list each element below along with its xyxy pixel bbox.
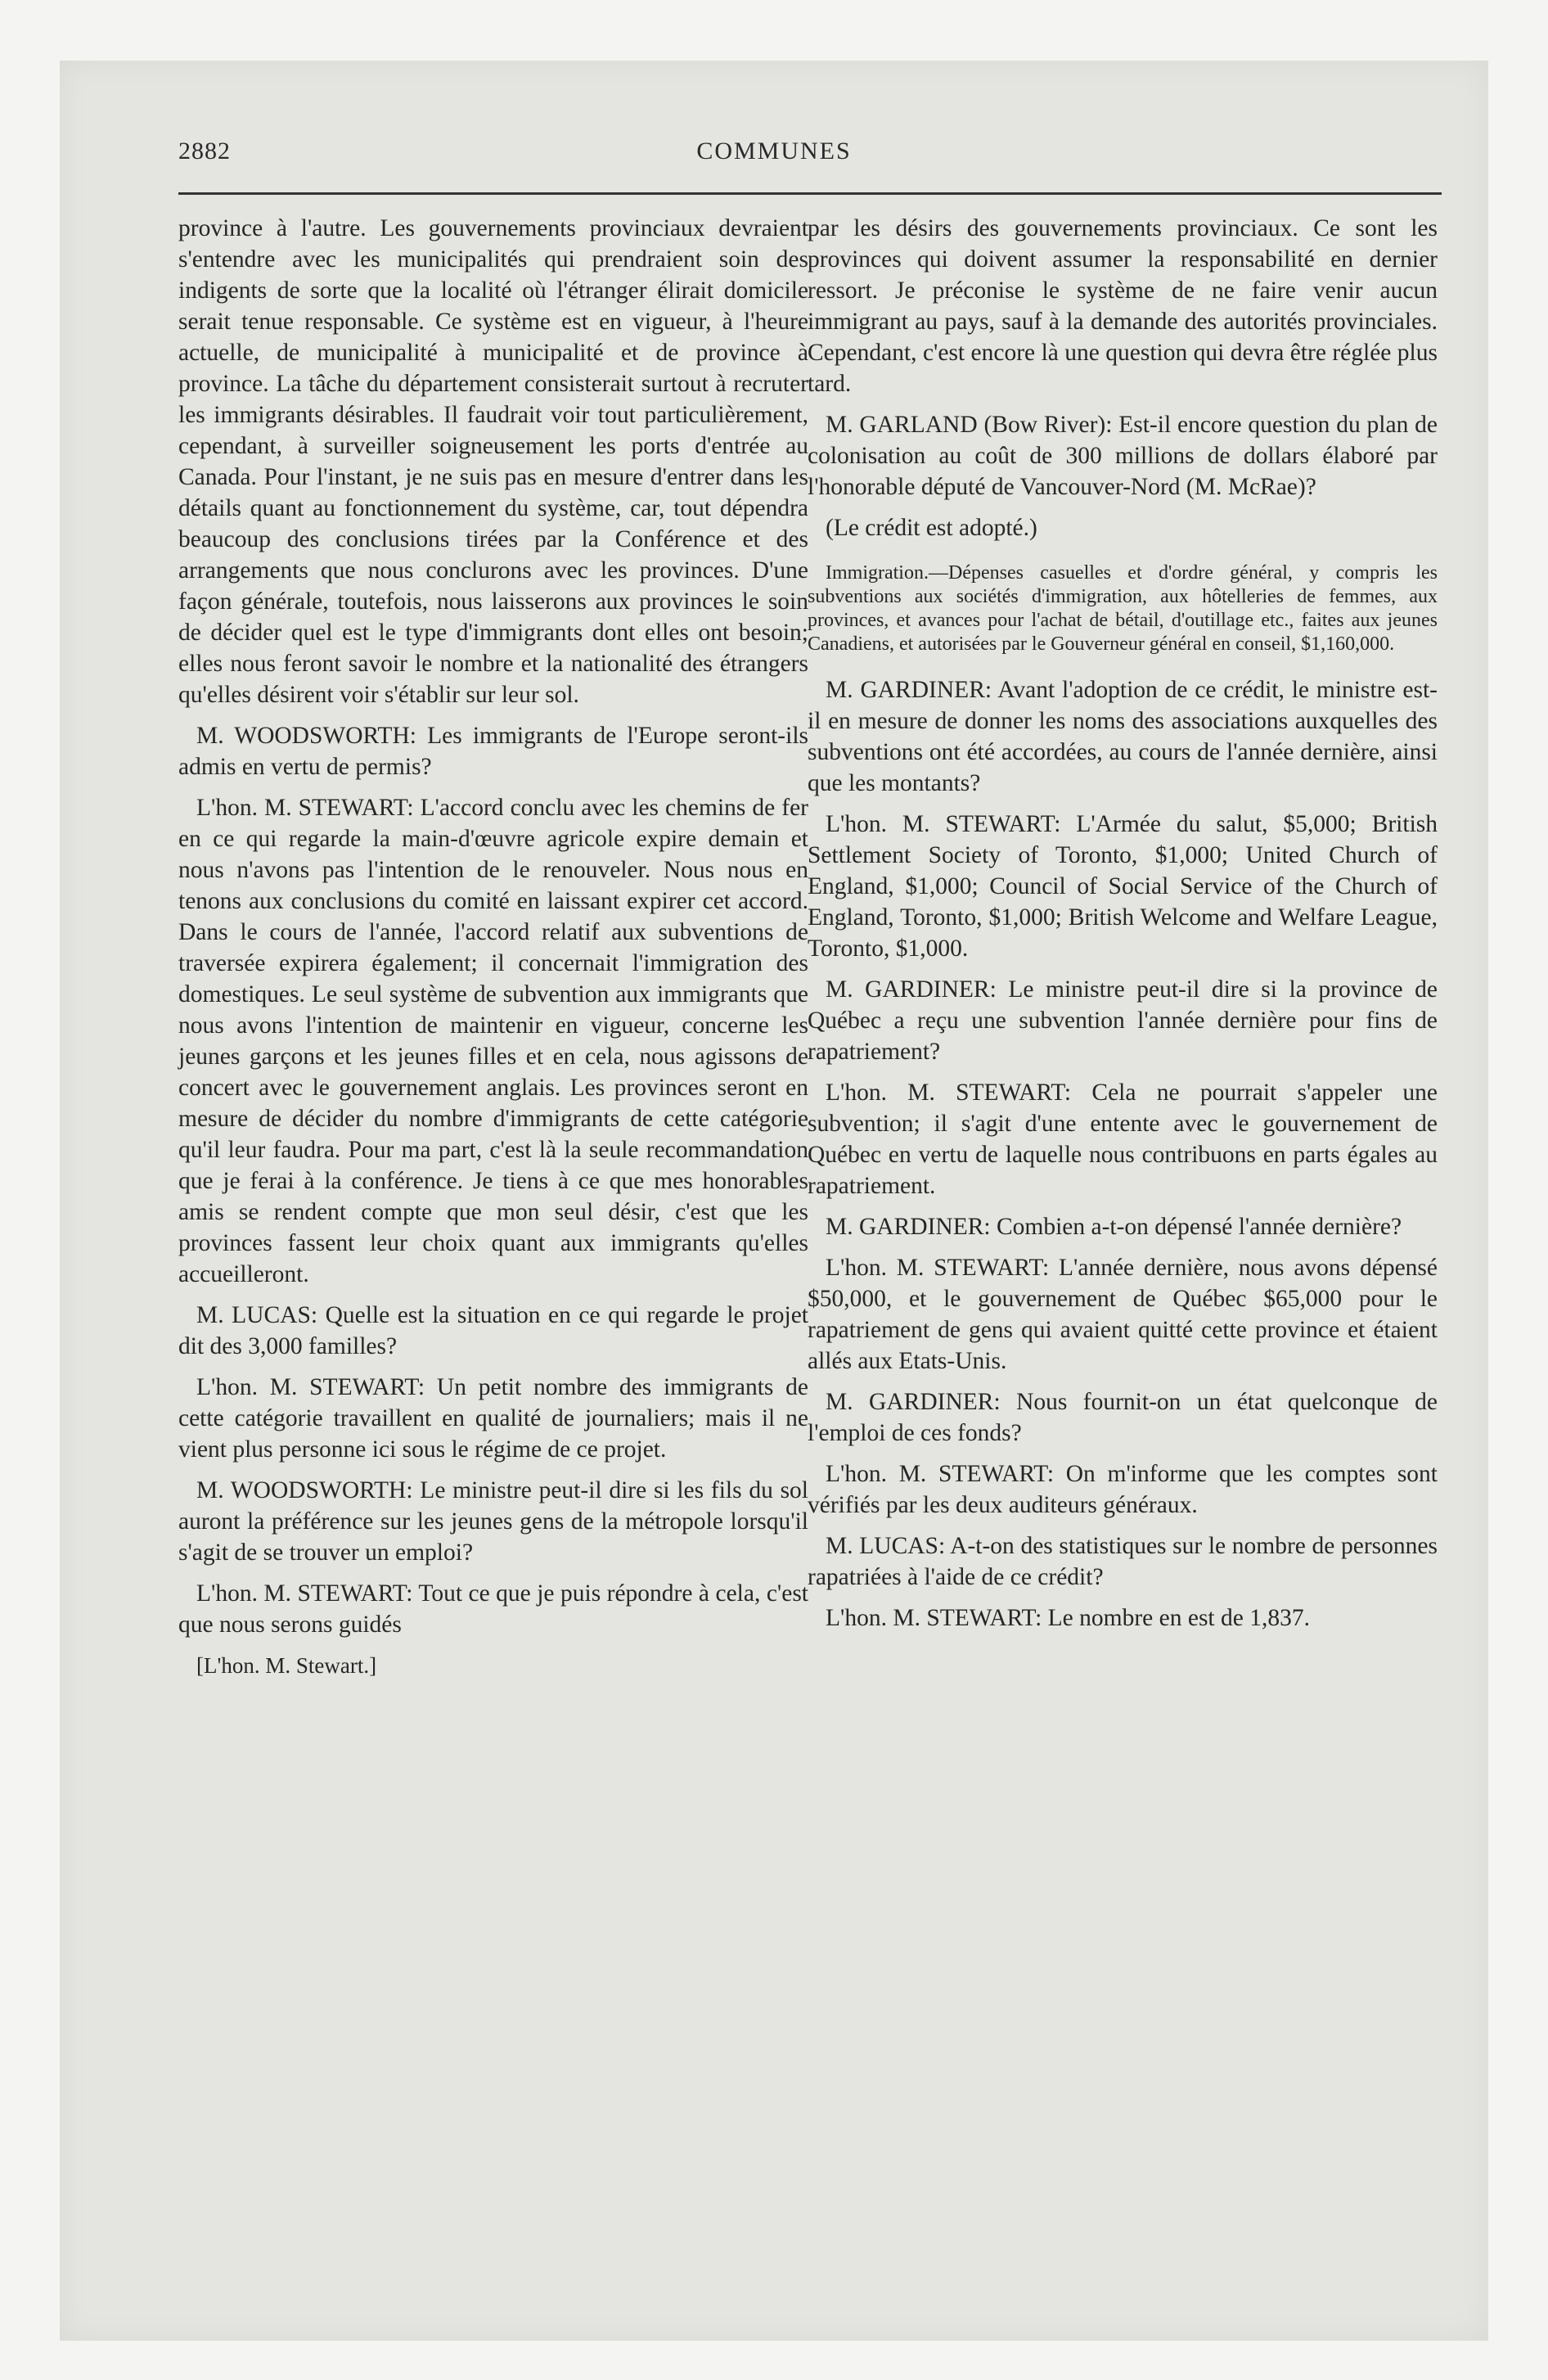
paragraph: L'hon. M. STEWART: Cela ne pourrait s'appeler une subvention; il s'agit d'une entente avec le gouvernement de Québec en vertu de laquelle nous contribuons en parts égales au rapatriement. xyxy=(808,1080,1438,1199)
paragraph: L'hon. M. STEWART: Un petit nombre des immigrants de cette catégorie travaillent en qualité de journaliers; mais il ne vient plus personne ici sous le régime de ce projet. xyxy=(178,1374,808,1463)
vote-item: Immigration.—Dépenses casuelles et d'ordre général, y compris les subventions aux sociétés d'immigration, aux hôtelleries de femmes, aux provinces, et avances pour l'achat de bétail, d'outillage etc., faites aux jeunes Canadiens, et autorisées par le Gouverneur général en conseil, $1,160,000. xyxy=(808,562,1438,655)
paragraph: M. LUCAS: A-t-on des statistiques sur le nombre de personnes rapatriées à l'aide de ce crédit? xyxy=(808,1533,1438,1590)
left-column xyxy=(178,213,808,1691)
paragraph: L'hon. M. STEWART: Tout ce que je puis répondre à cela, c'est que nous serons guidés xyxy=(178,1580,808,1638)
paragraph: M. GARDINER: Le ministre peut-il dire si la province de Québec a reçu une subvention l'année dernière pour fins de rapatriement? xyxy=(808,976,1438,1065)
paragraph: M. GARDINER: Avant l'adoption de ce crédit, le ministre est-il en mesure de donner les noms des associations auxquelles des subventions ont été accordées, au cours de l'année dernière, ainsi que les montants? xyxy=(808,677,1438,796)
paragraph: M. WOODSWORTH: Les immigrants de l'Europe seront-ils admis en vertu de permis? xyxy=(178,723,808,780)
paragraph: L'hon. M. STEWART: L'année dernière, nous avons dépensé $50,000, et le gouvernement de Québec $65,000 pour le rapatriement de gens qui avaient quitté cette province et étaient allés aux Etats-Unis. xyxy=(808,1255,1438,1374)
paragraph: M. GARDINER: Combien a-t-on dépensé l'année dernière? xyxy=(826,1214,1402,1240)
paragraph: L'hon. M. STEWART: L'accord conclu avec les chemins de fer en ce qui regarde la main-d'œuvre agricole expire demain et nous n'avons pas l'intention de le renouveler. Nous nous en tenons aux conclusions du comité en laissant expirer cet accord. Dans le cours de l'année, l'accord relatif aux subventions de traversée expirera également; il concernait l'immigration des domestiques. Le seul système de subvention aux immigrants que nous avons l'intention de maintenir en vigueur, concerne les jeunes garçons et les jeunes filles et en cela, nous agissons de concert avec le gouvernement anglais. Les provinces seront en mesure de décider du nombre d'immigrants de cette catégorie qu'il leur faudra. Pour ma part, c'est là la seule recommandation que je ferai à la conférence. Je tiens à ce que mes honorables amis se rendent compte que mon seul désir, c'est que les provinces fassent leur choix quant aux immigrants qu'elles accueilleront. xyxy=(178,795,808,1287)
paragraph: M. LUCAS: Quelle est la situation en ce qui regarde le projet dit des 3,000 familles? xyxy=(178,1302,808,1359)
running-title: COMMUNES xyxy=(696,137,852,165)
paragraph: L'hon. M. STEWART: Le nombre en est de 1,837. xyxy=(826,1605,1310,1631)
paragraph: M. WOODSWORTH: Le ministre peut-il dire si les fils du sol auront la préférence sur les jeunes gens de la métropole lorsqu'il s'agit de se trouver un emploi? xyxy=(178,1477,808,1566)
page-number: 2882 xyxy=(178,137,231,165)
speaker-signature: [L'hon. M. Stewart.] xyxy=(196,1653,377,1678)
paragraph: M. GARLAND (Bow River): Est-il encore question du plan de colonisation au coût de 300 millions de dollars élaboré par l'honorable député de Vancouver-Nord (M. McRae)? xyxy=(808,412,1438,500)
paragraph: M. GARDINER: Nous fournit-on un état quelconque de l'emploi de ces fonds? xyxy=(808,1389,1438,1446)
paragraph: L'hon. M. STEWART: On m'informe que les comptes sont vérifiés par les deux auditeurs généraux. xyxy=(808,1461,1438,1518)
paragraph: par les désirs des gouvernements provinciaux. Ce sont les provinces qui doivent assumer la responsabilité en dernier ressort. Je préconise le système de ne faire venir aucun immigrant au pays, sauf à la demande des autorités provinciales. Cependant, c'est encore là une question qui devra être réglée plus tard. xyxy=(808,215,1438,397)
paragraph: province à l'autre. Les gouvernements provinciaux devraient s'entendre avec les municipalités qui prendraient soin des indigents de sorte que la localité où l'étranger élirait domicile serait tenue responsable. Ce système est en vigueur, à l'heure actuelle, de municipalité à municipalité et de province à province. La tâche du département consisterait surtout à recruter les immigrants désirables. Il faudrait voir tout particulièrement, cependant, à surveiller soigneusement les ports d'entrée au Canada. Pour l'instant, je ne suis pas en mesure d'entrer dans les détails quant au fonctionnement du système, car, tout dépendra beaucoup des conclusions tirées par la Conférence et des arrangements que nous conclurons avec les provinces. D'une façon générale, toutefois, nous laisserons aux provinces le soin de décider quel est le type d'immigrants dont elles ont besoin; elles nous feront savoir le nombre et la nationalité des étrangers qu'elles désirent voir s'établir sur leur sol. xyxy=(178,215,808,708)
paragraph: L'hon. M. STEWART: L'Armée du salut, $5,000; British Settlement Society of Toronto, $1,000; United Church of England, $1,000; Council of Social Service of the Church of England, Toronto, $1,000; British Welcome and Welfare League, Toronto, $1,000. xyxy=(808,811,1438,962)
right-column xyxy=(808,213,1438,1643)
paragraph: (Le crédit est adopté.) xyxy=(826,515,1037,541)
header-rule xyxy=(178,192,1442,195)
